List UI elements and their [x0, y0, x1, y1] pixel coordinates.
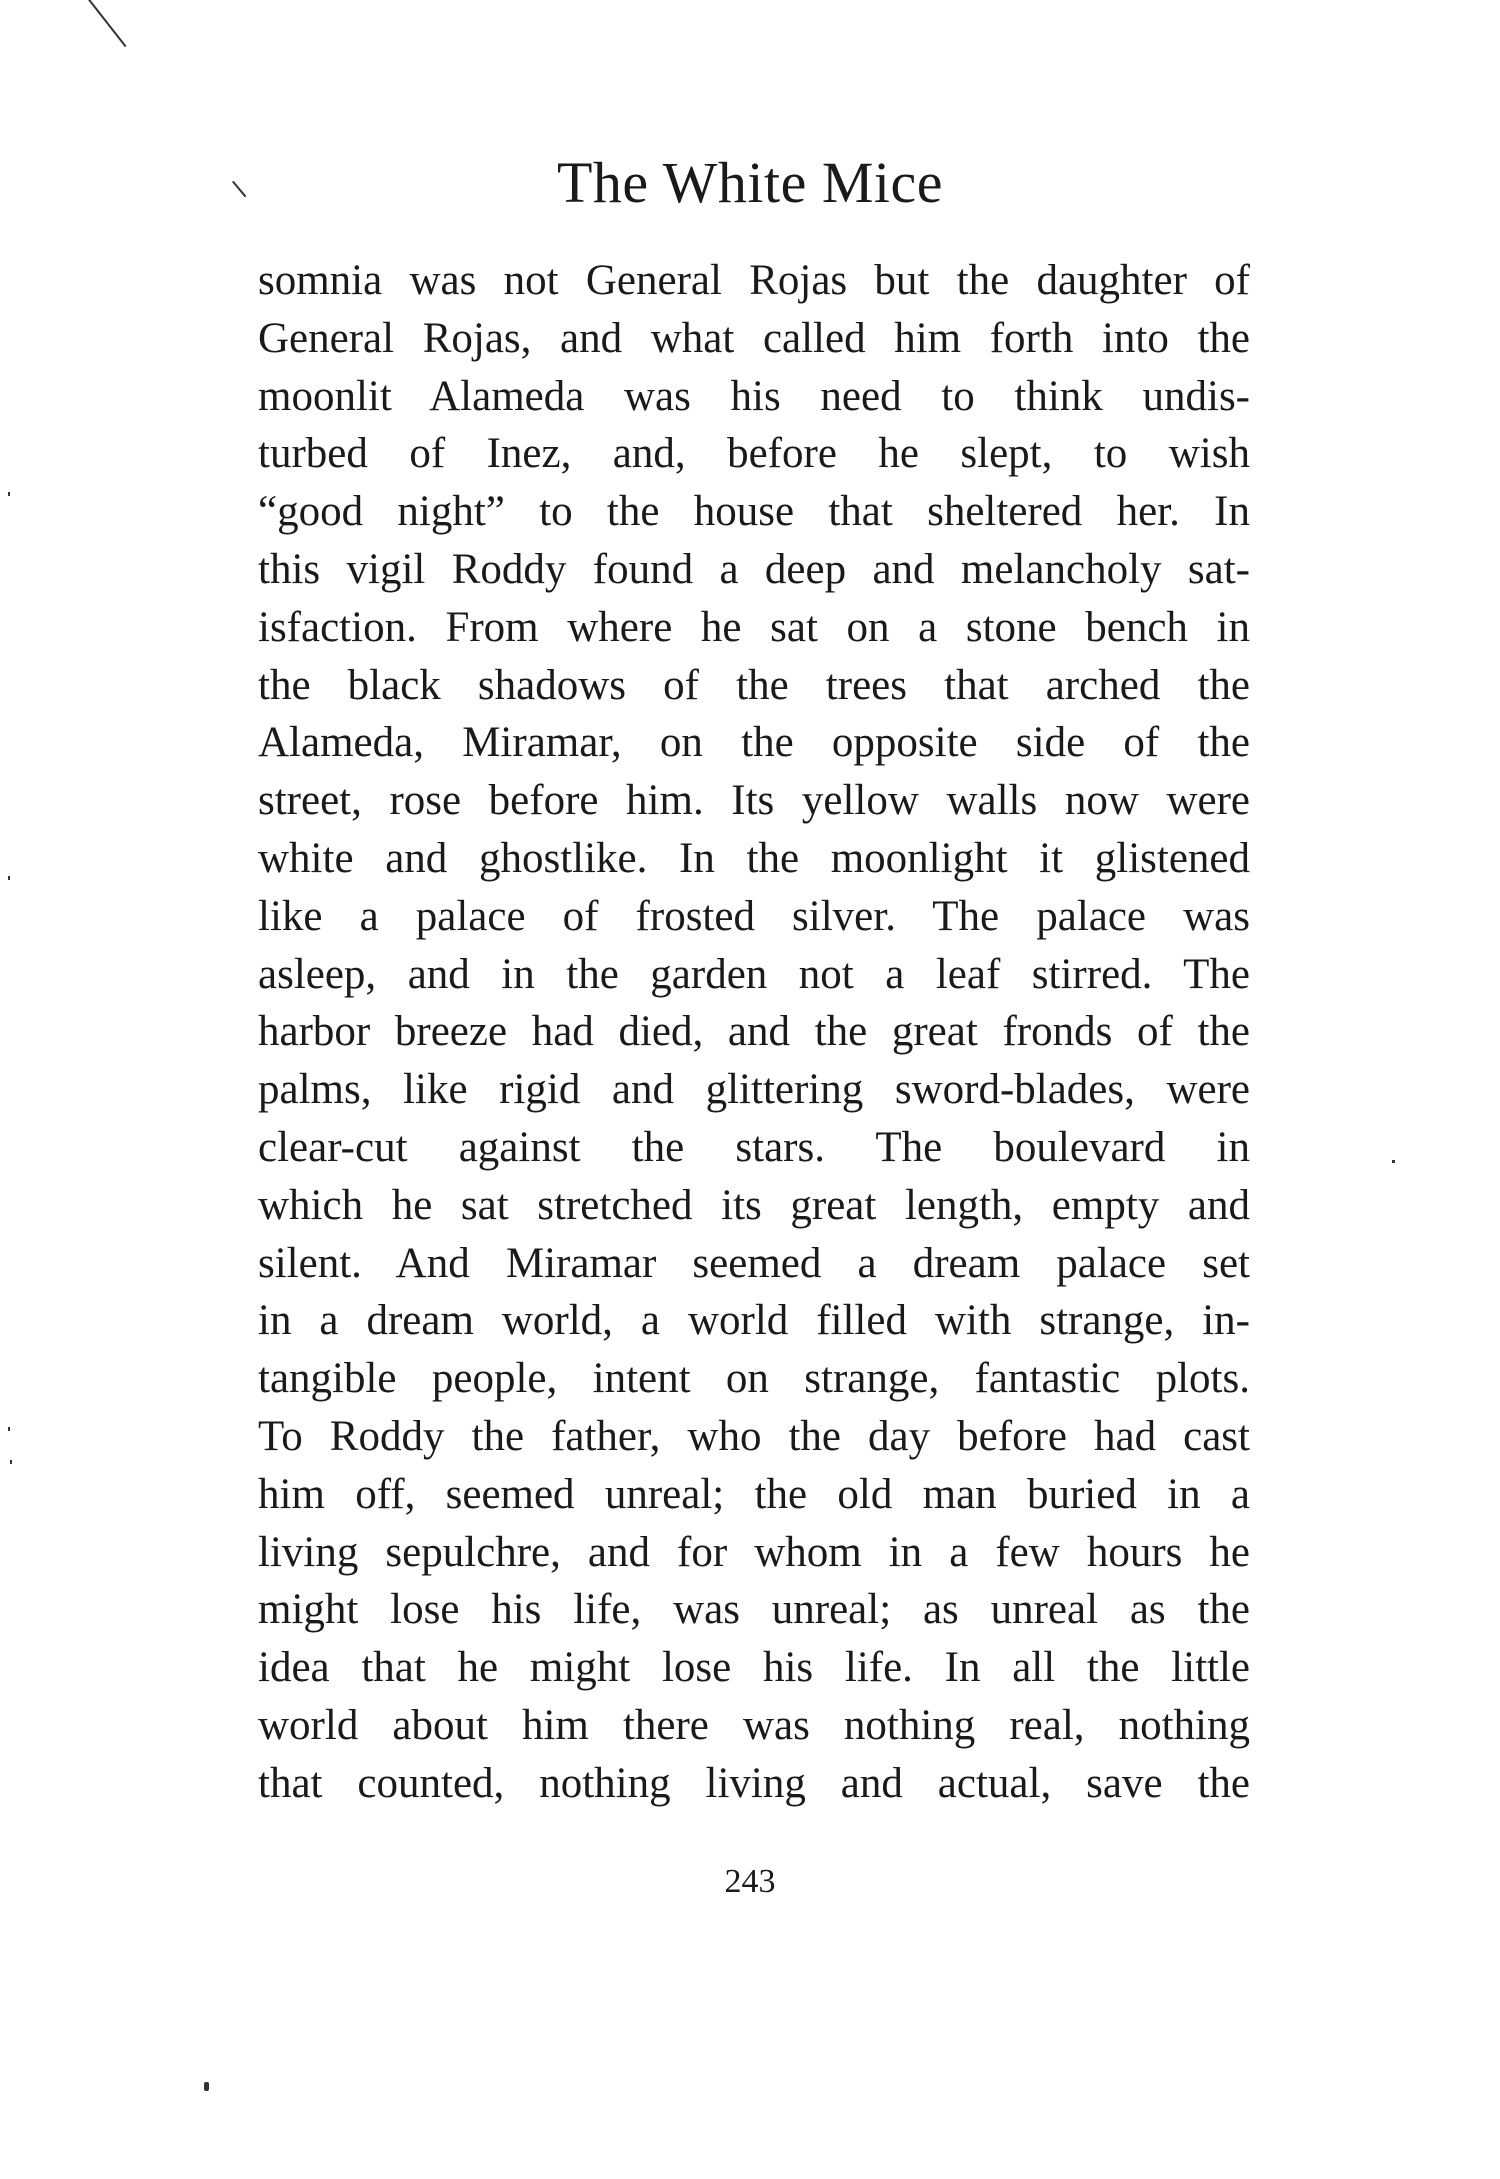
- scan-artifact-speck: [8, 492, 10, 496]
- scan-artifact-speck: [10, 1460, 12, 1464]
- text-line: this vigil Roddy found a deep and melancholy sat-: [258, 545, 1250, 593]
- scan-artifact-speck: [1392, 1160, 1395, 1163]
- text-line: palms, like rigid and glittering sword-blades, were: [258, 1066, 1250, 1114]
- running-title: The White Mice: [556, 150, 943, 215]
- text-line: white and ghostlike. In the moonlight it glistened: [258, 834, 1250, 882]
- text-line: clear-cut against the stars. The boulevard in: [258, 1123, 1250, 1171]
- text-line: like a palace of frosted silver. The palace was: [258, 892, 1250, 940]
- text-line: General Rojas, and what called him forth into the: [258, 314, 1250, 362]
- text-line: turbed of Inez, and, before he slept, to wish: [258, 430, 1250, 478]
- text-line: street, rose before him. Its yellow walls now were: [258, 777, 1250, 825]
- scan-artifact-dot: [204, 2082, 209, 2091]
- text-line: asleep, and in the garden not a leaf stirred. The: [258, 950, 1250, 998]
- text-line: To Roddy the father, who the day before had cast: [258, 1412, 1250, 1460]
- text-line: somnia was not General Rojas but the daughter of: [258, 257, 1250, 304]
- text-line: Alameda, Miramar, on the opposite side of the: [258, 719, 1250, 767]
- text-line: which he sat stretched its great length, empty and: [258, 1181, 1250, 1229]
- text-line: tangible people, intent on strange, fantastic plots.: [258, 1355, 1250, 1403]
- text-line: world about him there was nothing real, nothing: [258, 1701, 1250, 1749]
- body-text: [258, 252, 1250, 1813]
- scan-artifact-speck: [8, 876, 10, 880]
- text-line: the black shadows of the trees that arched the: [258, 661, 1250, 709]
- text-line: that counted, nothing living and actual, save the: [258, 1759, 1250, 1807]
- text-line: silent. And Miramar seemed a dream palace set: [258, 1239, 1250, 1287]
- text-line: might lose his life, was unreal; as unreal as the: [258, 1586, 1250, 1634]
- scan-artifact-stroke: [88, 0, 127, 47]
- text-line: harbor breeze had died, and the great fronds of the: [258, 1008, 1250, 1056]
- scan-artifact-speck: [8, 1427, 10, 1431]
- text-line: moonlit Alameda was his need to think undis-: [258, 372, 1250, 420]
- page-number: 243: [724, 1863, 776, 1900]
- text-line: “good night” to the house that sheltered her. In: [258, 488, 1250, 536]
- text-line: living sepulchre, and for whom in a few hours he: [258, 1528, 1250, 1576]
- text-line: idea that he might lose his life. In all the little: [258, 1644, 1250, 1692]
- text-line: isfaction. From where he sat on a stone bench in: [258, 603, 1250, 651]
- text-line: in a dream world, a world filled with strange, in-: [258, 1297, 1250, 1345]
- text-line: him off, seemed unreal; the old man buried in a: [258, 1470, 1250, 1518]
